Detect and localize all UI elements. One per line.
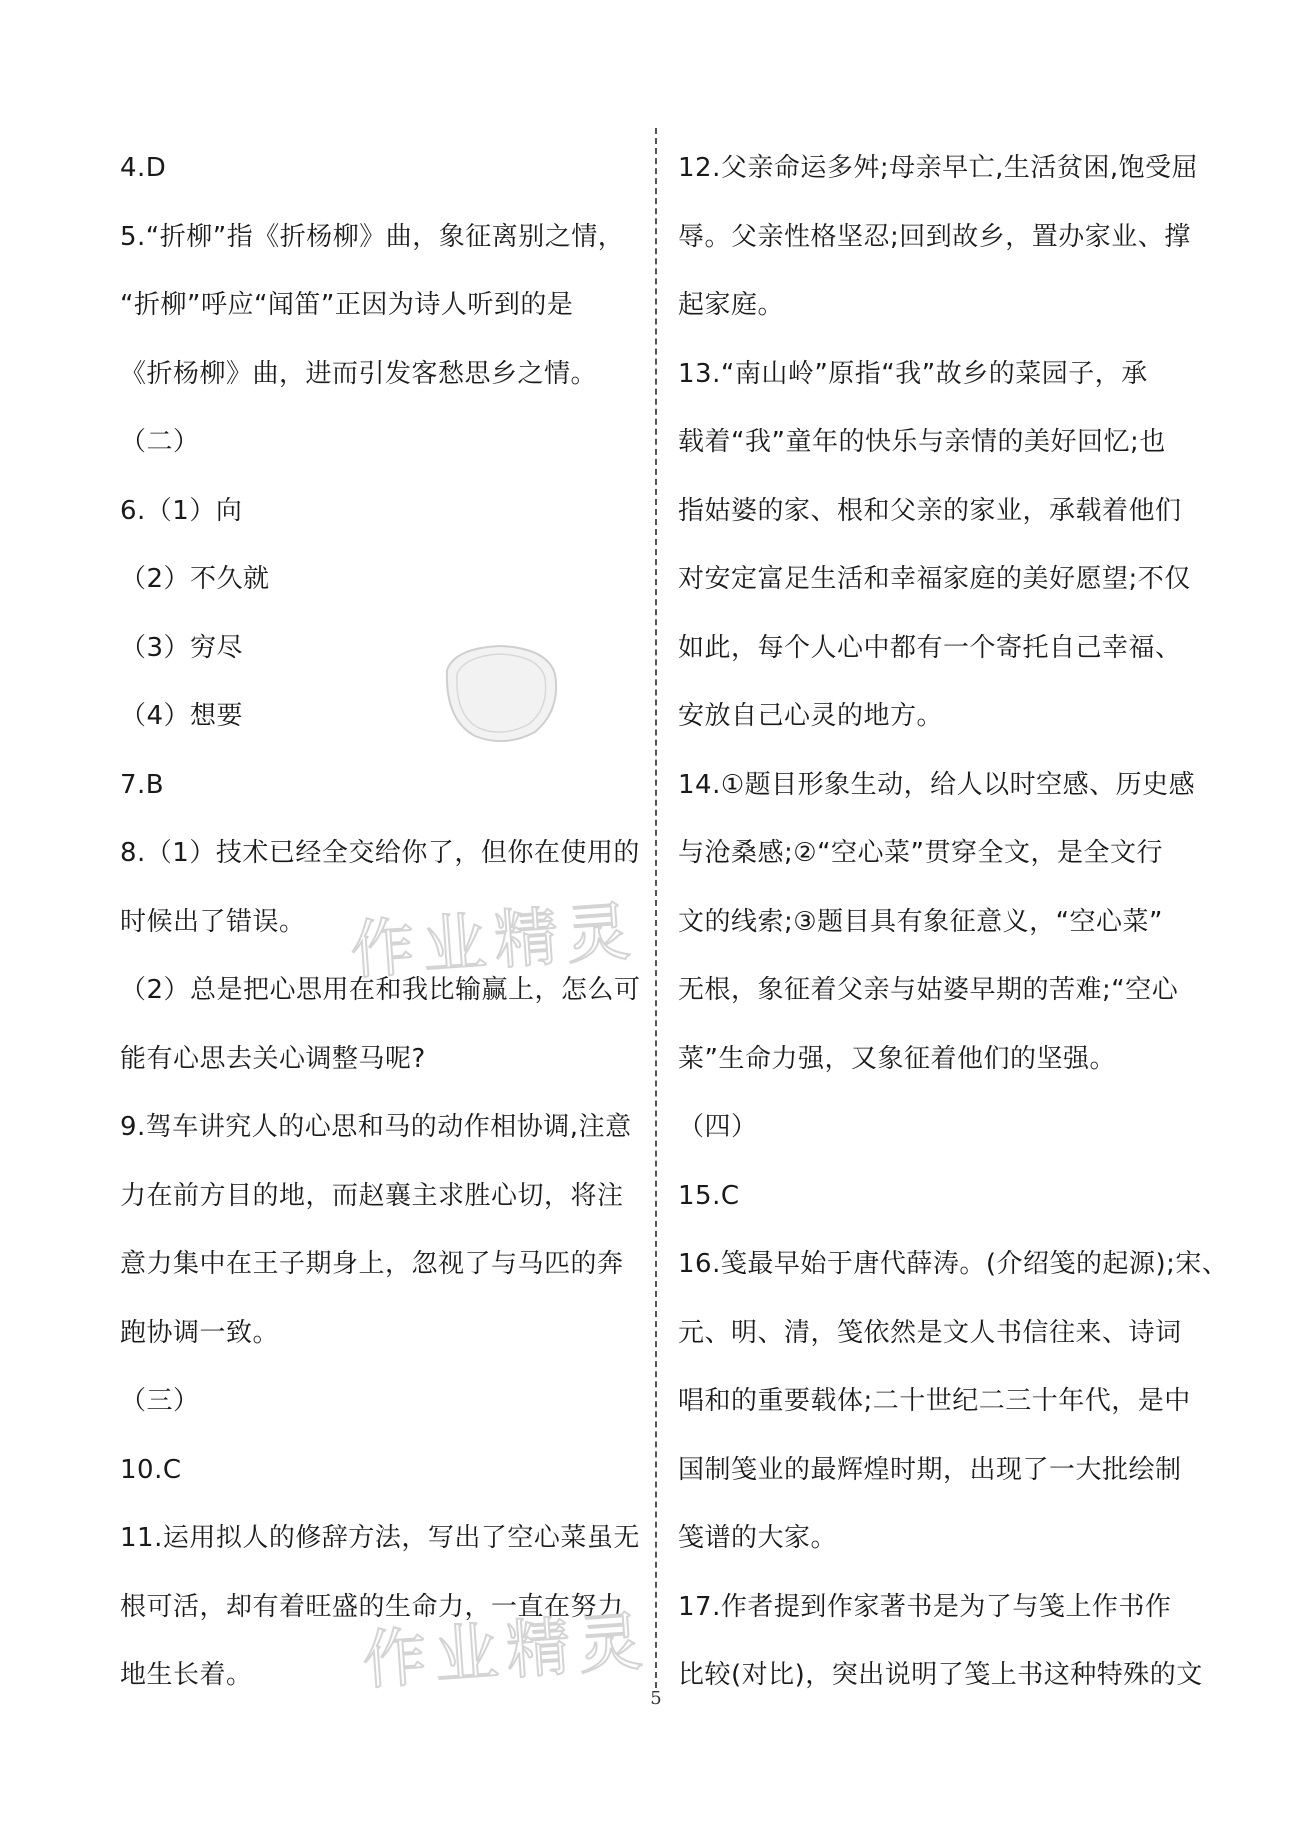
text-line: 13.“南山岭”原指“我”故乡的菜园子，承 [678, 358, 1148, 389]
text-line: 载着“我”童年的快乐与亲情的美好回忆;也 [678, 427, 1166, 457]
text-line: 与沧桑感;②“空心菜”贯穿全文，是全文行 [678, 838, 1164, 868]
text-line: 9.驾车讲究人的心思和马的动作相协调,注意 [120, 1112, 632, 1142]
watermark-text: 作业精灵 [348, 895, 641, 989]
text-line: 无根，象征着父亲与姑婆早期的苦难;“空心 [678, 975, 1179, 1005]
text-line: 笺谱的大家。 [678, 1523, 838, 1553]
text-line: 17.作者提到作家著书是为了与笺上作书作 [678, 1591, 1172, 1622]
watermark-text: 作业精灵 [360, 1605, 653, 1699]
text-line: （三） [120, 1386, 200, 1416]
text-line: （4）想要 [120, 701, 244, 731]
text-line: （四） [678, 1112, 758, 1142]
text-line: 对安定富足生活和幸福家庭的美好愿望;不仅 [678, 564, 1191, 594]
text-line: 14.①题目形象生动，给人以时空感、历史感 [678, 769, 1196, 800]
text-line: 10.C [120, 1454, 182, 1485]
text-line: 地生长着。 [120, 1660, 253, 1690]
text-line: 如此，每个人心中都有一个寄托自己幸福、 [678, 632, 1182, 663]
text-line: （二） [120, 427, 200, 457]
watermark-stamp-icon [435, 640, 565, 750]
column-divider [655, 128, 657, 1688]
text-line: “折柳”呼应“闻笛”正因为诗人听到的是 [120, 290, 574, 320]
text-line: 跑协调一致。 [120, 1317, 280, 1348]
text-line: 时候出了错误。 [120, 906, 306, 937]
text-line: 12.父亲命运多舛;母亲早亡,生活贫困,饱受屈 [678, 153, 1199, 183]
text-line: 7.B [120, 769, 165, 800]
text-line: 国制笺业的最辉煌时期，出现了一大批绘制 [678, 1454, 1182, 1485]
text-line: 16.笺最早始于唐代薛涛。(介绍笺的起源);宋、 [678, 1249, 1229, 1279]
text-line: 11.运用拟人的修辞方法，写出了空心菜虽无 [120, 1523, 640, 1553]
text-line: 6.（1）向 [120, 495, 243, 526]
text-line: （3）穷尽 [120, 632, 244, 663]
text-line: （2）不久就 [120, 564, 270, 594]
text-line: 菜”生命力强，又象征着他们的坚强。 [678, 1043, 1116, 1074]
text-line: 4.D [120, 153, 167, 183]
text-line: 文的线索;③题目具有象征意义，“空心菜” [678, 906, 1164, 937]
text-line: 5.“折柳”指《折杨柳》曲，象征离别之情， [120, 221, 625, 252]
text-line: 安放自己心灵的地方。 [678, 701, 944, 731]
text-line: 15.C [678, 1180, 740, 1211]
right-column [678, 138, 1229, 1714]
text-line: 8.（1）技术已经全交给你了，但你在使用的 [120, 838, 640, 868]
text-line: （2）总是把心思用在和我比输赢上，怎么可 [120, 975, 641, 1005]
text-line: 比较(对比)，突出说明了笺上书这种特殊的文 [678, 1660, 1203, 1690]
text-line: 《折杨柳》曲，进而引发客愁思乡之情。 [120, 358, 598, 389]
text-line: 起家庭。 [678, 290, 785, 320]
text-line: 能有心思去关心调整马呢? [120, 1043, 426, 1074]
text-line: 辱。父亲性格坚忍;回到故乡，置办家业、撑 [678, 221, 1191, 252]
text-line: 唱和的重要载体;二十世纪二三十年代，是中 [678, 1386, 1191, 1416]
text-line: 元、明、清，笺依然是文人书信往来、诗词 [678, 1317, 1182, 1348]
text-line: 根可活，却有着旺盛的生命力，一直在努力 [120, 1591, 624, 1622]
text-line: 意力集中在王子期身上，忽视了与马匹的奔 [120, 1249, 624, 1279]
text-line: 指姑婆的家、根和父亲的家业，承载着他们 [678, 495, 1182, 526]
text-line: 力在前方目的地，而赵襄主求胜心切，将注 [120, 1180, 624, 1211]
page-number: 5 [650, 1688, 662, 1709]
